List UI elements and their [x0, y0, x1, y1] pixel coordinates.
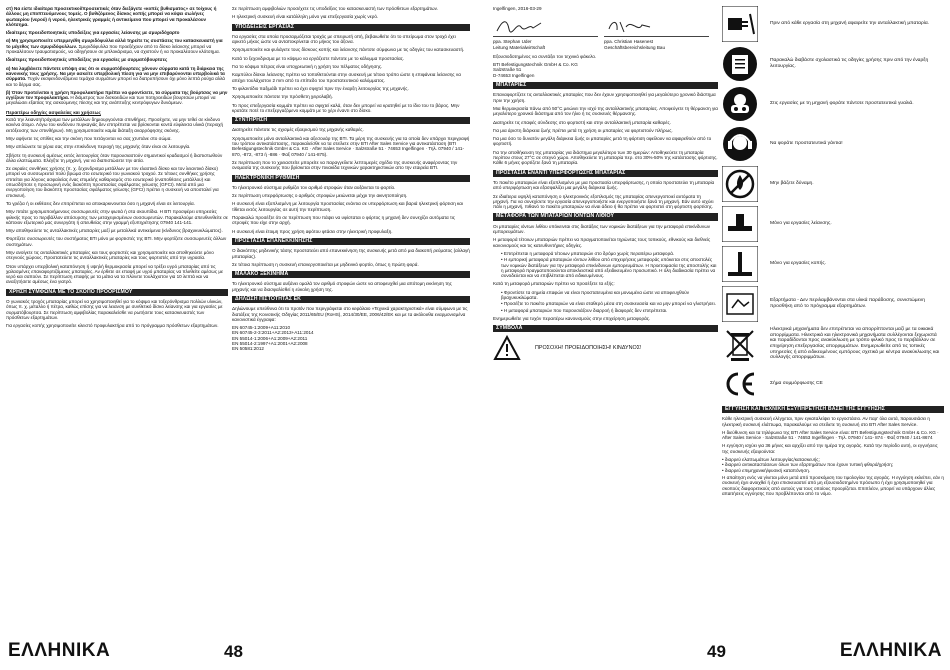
paragraph: β) Όταν προτείνεται η χρήση προφυλακτήρα πρέπει να φροντίσετε, τα σύρματα της βούρτσας να μην εγγίζουν τον προφυλακτήρα. Η διάμετρος των δισκοειδών και των ποτηροειδών βουρτσών μπορεί να μεγαλώσει εξαιτίας της ασκούμενης πίεσης και της ανάπτυξης κεντρόφυγων δυνάμεων. [6, 89, 228, 106]
paragraph: Χρησιμοποιείτε μόνο ανταλλακτικά και αξεσουάρ της BTI. Τα μέρη της συσκευής για τα οποία δεν υπάρχει περιγραφή του τρόπου αντικατάστασης, παρακαλείσθε να τα στείλετε στην BTI After Sales Service για αντικατάσταση (BTI Befestigungstechnik GmbH & Co. KG · After Sales Service · Salzstraße 51 · 74653 Ingelfingen · Τηλ. 07940 / 141-870, -872, -873 ή -886 · Φαξ 07940 / 141-875). [232, 135, 470, 157]
paragraph: Για μια όσο το δυνατόν μεγάλη διάρκεια ζωής οι μπαταρίες μετά τη φόρτιση οφείλουν να αφαιρεθούν από το φορτιστή. [493, 136, 712, 147]
signature-block [604, 14, 709, 50]
standard-item: EN 60745-2-3:2011+A2:2013+A11:2014 [232, 330, 314, 336]
page-language-title: ΕΛΛΗΝΙΚΑ [8, 640, 111, 661]
paragraph: Διατηρείτε τις επαφές σύνδεσης στο φορτιστή και στην ανταλλακτική μπαταρία καθαρές. [493, 119, 671, 125]
standard-item: EN 55014-1:2006+A1:2009+A2:2011 [232, 335, 308, 341]
paragraph: Καμπύλοι δίσκοι λείανσης πρέπει να τοποθετούνται στην συσκευή με τέτοιο τρόπο ώστε η επιφάνεια λείανσης να απέχει τουλάχιστον 2 mm από το επίπεδο του προστατευτικού καλύμματος. [232, 72, 461, 83]
symbol-row [722, 86, 944, 122]
page-number: 48 [224, 642, 243, 661]
paragraph: Για το κόψιμο πέτρας είναι υποχρεωτική η χρήση του πέλματος οδήγησης. [232, 64, 383, 70]
symbol-text: Μην βάζετε δύναμη. [770, 181, 814, 187]
paragraph: Μην αποθηκεύετε τις ανταλλακτικές μπαταρίες μαζί με μεταλλικά αντικείμενα (κίνδυνος βραχυκυκλώματος). [6, 228, 223, 234]
paragraph: Η απαίτηση ενός να γίνεται μόνο μετά από προσκόμιση του τιμολογίου της αγοράς. Η εγγύηση εκλείπει, εάν η συσκευή έχει ανοιχθεί ή έχει επισκευαστεί από μη εξουσιοδοτημένο πρόσωπο ή έχει χρησιμοποιηθεί για σκοπούς διαφορετικούς από αυτούς για τους οποίους προορίζεται. Επιπλέον, μπορεί να υπάρχουν άλλες απαιτήσεις εγγύησης που προβλέπονται από το νόμο. [722, 474, 944, 496]
section-bar: ΠΡΟΣΤΑΣΙΑ ΕΠΑΝΕΚΚΙΝΗΣΗΣ [232, 238, 470, 245]
section-bar: ΠΡΟΣΤΑΣΙΑ ΕΝΑΝΤΙ ΥΠΕΡΦΟΡΤΩΣΗΣ ΜΠΑΤΑΡΙΑΣ [493, 170, 718, 177]
paragraph: Το φιλαντίδιο παξιμάδι πρέπει να έχει σφιχτεί πριν την έναρξη λειτουργίας της μηχανής. [232, 85, 409, 91]
address [493, 62, 718, 78]
list-item: • Φροντίστε τα σημεία επαφών να είναι προστατευμένα και μονωμένα ώστε να αποφευχθούν βραχυκυκλώματα. [501, 289, 690, 300]
manual-read-icon [722, 46, 758, 82]
bullet-list [493, 251, 718, 278]
section-bar: ΜΑΛΑΚΟ ΞΕΚΙΝΗΜΑ [232, 271, 470, 278]
signature-image [493, 14, 598, 37]
paragraph: Ενημερωθείτε για τυχόν περαιτέρω κανονισμούς στην επιχείρηση μεταφοράς. [493, 315, 651, 321]
paragraph: Χρησιμοποιείτε και φυλάγετε τους δίσκους κοπής και λείανσης πάντοτε σύμφωνα με τις οδηγίες του κατασκευαστή. [232, 47, 465, 53]
paragraph: Σε περίπτωση που το χρειαστείτε μπορείτε να παραγγείλετε λεπτομερές σχέδιο της συσκευής αναφέροντας την ονομασία της συσκευής που βρίσκεται στην πινακίδα τεχνικών χαρακτηριστικών απο την εταιρεία BTI. [232, 159, 458, 171]
paragraph: Όταν υπάρχει υπερβολική καταπόνηση ή υψηλή θερμοκρασία μπορεί να τρέξει υγρό μπαταρίας από τις χαλασμένες επαναφορτιζόμενες μπαταρίες. Αν έρθετε σε επαφή με υγρό μπαταρίας να πλυθείτε αμέσως με νερό και σαπούνι. Σε περίπτωση επαφής με τα μάτια να τα πλύνετε τουλάχιστον για 10 λεπτά και να αναζητήσετε αμέσως ένα γιατρό. [6, 263, 224, 285]
column-2 [232, 6, 470, 634]
paragraph: Μην απλώνετε τα χέρια σας στην επικίνδυνη περιοχή της μηχανής όταν είναι σε λειτουργία. [6, 144, 191, 150]
signature-row [493, 14, 718, 50]
paragraph: Η συσκευή είναι εξοπλισμένη με λειτουργία προστασίας ενάντια σε υπερφόρτωση και βαριά ηλεκτρική φόρτιση και τίθεται εκτός λειτουργίας σε αυτή την περίπτωση. [232, 201, 463, 212]
section-bar: ΜΠΑΤΑΡΙΕΣ [493, 82, 718, 89]
section-bar: ΜΕΤΑΦΟΡΑ ΤΩΝ ΜΠΑΤΑΡΙΩΝ ΙΟΝΤΩΝ ΛΙΘΙΟΥ [493, 213, 718, 220]
signer-name: ppa. Christian Hasenest [604, 39, 654, 45]
bin-crossed-icon [722, 326, 758, 362]
paragraph: Ο διακόπτης μηδενικής τάσης προστατεύει από επανεκκίνηση της συσκευής μετά από μια διακοπή ρεύματος (αλλαγή μπαταρίας). [232, 248, 470, 259]
paragraph: Η εγγύηση ισχύει για 36 μήνες και αρχίζει από την ημέρα της αγοράς. Κατά την περίοδο αυτή, οι εγγυήσεις της συσκευής εξαιρούνται: [722, 443, 938, 454]
symbol-text: Εξαρτήματα - Δεν περιλαμβάνονται στα υλικά παράδοσης, συνιστώμενη προσθήκη από το πρόγραμμα εξαρτημάτων. [770, 298, 925, 309]
symbol-text: Μόνο για εργασίες κοπής. [770, 261, 827, 267]
symbol-row [722, 126, 944, 162]
standard-item: EN 60745-1:2009+A11:2010 [232, 325, 291, 331]
symbol-text: Ηλεκτρικά μηχανήματα δεν επιτρέπεται να απορρίπτονται μαζί με τα οικιακά απορρίμματα. Ηλεκτρικά και ηλεκτρονικά μηχανήματα συλλέγονται ξεχωριστά και παραδίδονται προς ανακύκλωση με τρόπο φιλικό προς το περιβάλλον σε επιχείρηση επεξεργασίας απορριμμάτων. Ενημερωθείτε από τις τοπικές υπηρεσίες ή από ειδικευμένους εμπόρους σχετικά με κέντρα ανακύκλωσης και συλλογής απορριμμάτων. [770, 327, 940, 361]
signer-title: Leitung Materialwirtschaft [493, 44, 546, 50]
signature-image [604, 14, 709, 37]
paragraph: Σβήστε τη συσκευή αμέσως εκτός λειτουργίας όταν παρουσιαστούν σημαντικοί κραδασμοί ή διαπιστωθούν άλλα ελαττώματα. Ελέγξτε τη μηχανή, για να διαπιστώσετε την αιτία. [6, 152, 223, 163]
paragraph: Φορτίζετε συσσωρευτές του συστήματος BTI μόνο με φορτιστές της BTI. Μην φορτίζετε συσσωρευτές άλλων συστημάτων. [6, 236, 227, 247]
paragraph: Κατά την λειανση/τρόχισμα των μετάλλων δημιουργούνται σπινθήρες. Προσέχετε, να μην τεθεί σε κίνδυνο κανένα άτομο. Λόγω του κινδύνου πυρκαγιάς δεν επιτρέπεται να βρίσκονται κοντά εύφλεκτα υλικά (περιοχή εκτόξευσης των σπινθήρων). Μη χρησιμοποιείτε καμία διάταξη αναρρόφησης σκόνης. [6, 117, 224, 133]
symbol-row [722, 6, 944, 42]
no-water-icon [722, 166, 758, 202]
paragraph: Κατά τη μεταφορά μπαταριών πρέπει να προσέξετε τα εξής: [493, 281, 615, 287]
accessory-icon [722, 286, 758, 322]
ear-protection-icon [722, 126, 758, 162]
paragraph: Κάθε ηλεκτρική συσκευή ελέγχεται, πριν εγκαταλείψει το εργοστάσιο. Αν παρ' όλα αυτά, παρουσιάσει η ηλεκτρική συσκευή ελάττωμα, παρακαλούμε να στείλετε τη συσκευή στο BTI After Sales Service. [722, 416, 930, 427]
symbol-row [722, 206, 944, 242]
symbol-row [722, 46, 944, 82]
standard-item: EN 55014-2:1997+A1:2001+A2:2008 [232, 341, 308, 347]
paragraph: Το προς επεξεργασία κομμάτι πρέπει να σφιχτεί καλά, όταν δεν μπορεί να κρατηθεί με το ίδιο του το βάρος. Μην κρατάτε ποτέ το επεξεργαζόμενο κομμάτι με το χέρι έναντι στο δίσκο. [232, 102, 460, 113]
paragraph: στ) Να είστε ιδιαίτερα προσεκτικοί/προσεκτικές όταν διεξάγετε «κοπές βυθισματος» σε τοίχους ή άλλους μη εποπτευόμενους τομείς. Ο βυθιζόμενος δίσκος κοπής μπορεί να κόψει σωλήνες φωταερίου (νερού) ή νερού, ηλεκτρικές γραμμές ή αντικείμενα που μπορεί να προκαλέσουν κλότσημα. [6, 6, 217, 27]
symbol-text: Πριν από κάθε εργασία στη μηχανή αφαιρείτε την ανταλλακτική μπαταρία. [770, 21, 930, 27]
symbol-row [722, 166, 944, 202]
list-item: • Προσέξτε το πακέτο μπαταριών να είναι σταθερό μέσα στη συσκευασία και να μην μπορεί να γλιστρήσει. [501, 301, 716, 307]
symbol-row [722, 286, 944, 322]
column-3 [493, 6, 718, 634]
symbol-text: Σήμα συμμόρφωσης CE [770, 381, 823, 387]
address-line: D-74653 Ingelfingen [493, 72, 535, 78]
paragraph: Σε περίπτωση υπερφόρτωσης ο αριθμός στροφών μειώνεται μέχρι την ακινητοποίηση. [232, 193, 408, 199]
section-bar: ΣΥΜΒΟΛΑ [493, 325, 718, 332]
section-bar: ΕΓΓΥΗΣΗ ΚΑΙ ΤΕΧΝΙΚΗ ΕΞΥΠΗΡΕΤΗΣΗ ΒΑΣΕΙ ΤΗΣ ΕΓΓΥΗΣΗΣ [722, 406, 944, 413]
list-item: • διαρρεύ ελαττωμάτων λειτουργίας/κατασκευής; [722, 457, 820, 463]
paragraph: Η μεταφορά τέτοιων μπαταριών πρέπει να πραγματοποιείται τηρώντας τους τοπικούς, εθνικούς και διεθνείς κανονισμούς και τις κατευθυντήριες οδηγίες. [493, 237, 711, 248]
address-line: Salzstraße 51 [493, 67, 522, 73]
standard-item: EN 50581:2012 [232, 346, 264, 352]
symbol-row [722, 246, 944, 282]
paragraph: Κατά το ξεχονδρισμα με το κόψιμο να εργάζεστε πάντοτε με το κάλυμμα προστασίας. [232, 55, 405, 61]
paragraph: Για μια άριστη διάρκεια ζωής πρέπει μετά τη χρήση οι μπαταρίες να φορτιστούν πλήρως. [493, 127, 673, 133]
paragraph: Το ηλεκτρονικό σύστημα αυξάνει ομαλά τον αριθμό στροφών ώστε να αποφευχθεί μια απότομη εκκίνηση της μηχανής και να διασφαλίσθεί η εύκολη χρήση της. [232, 281, 452, 292]
symbol-row [722, 366, 944, 402]
symbol-text: Να φοράτε προστατευτικά γάντια! [770, 141, 843, 147]
paragraph: Σε περίπτωση αμφιβολιών προσέχετε τις υποδείξεις του κατασκευαστή των πρόσθετων εξαρτημάτων. [232, 6, 439, 11]
list-item: • Η μεταφορά μπαταριών που παρουσιάζουν διαρροή ή διαφορές δεν επιτρέπεται. [501, 307, 668, 313]
symbol-row [722, 326, 944, 362]
paragraph: Για εργασίες στα οποία προσαρμόζεται τροχός με σπειρωτή οπή, βεβαιωθείτε ότι το σπείρωμα στον τροχό έχει αρκετό μήκος ώστε να ανταποκρίνεται στο μήκος του άξονα. [232, 33, 456, 45]
paragraph: Η συσκευή είναι έτοιμη προς χρήση αφότου φτάσει στην ηλεκτρική προφυλαξη. [232, 228, 393, 234]
paragraph: Ο γωνιακός τροχός μπαταρίας μπορεί να χρησιμοποιηθεί για το κόψιμο και τοξερόνθρισμα πολλών υλικών, όπως π. χ. μέταλλο ή πέτρα, καθώς επίσης για να λειανση με συνθετικό δίσκο λείανσης και για εργασίες με συρματόβουρτσα. Σε περίπτωση αμφιβολίας παρακαλείσθε να ρωτήσετε τους κατασκευαστές των πρόσθετων εξαρτημάτων. [6, 299, 223, 320]
paragraph: α) Να λαμβάνετε πάντοτε υπόψη σας ότι οι συρματόβουρτσες χάνουν σύρματα κατά τη διάρκεια της κανονικής τους χρήσης. Να μην ασκείτε υπερβολική πίεση για να μην επιβαρύνονται υπερβολικά τα σύρματα. Τυχόν εκσφενδονιζόμενα τεμάχια συρμάτων μπορεί να διατρυπήσουν όχι μόνο λεπτά ρούχα αλλά και το δέρμα σας. [6, 65, 225, 87]
paragraph: Η διεύθυνση και τα τηλέφωνα της BTI After Sales Service είναι: BTI Befestigungstechnik GmbH & Co. KG · After Sales Service · Salzstraße 51 · 74653 Ingelfingen · Τηλ. 07940 / 141- 874 · Φαξ 07940 / 141-8674 [722, 429, 939, 441]
plug-remove-icon [722, 6, 758, 42]
goggles-icon [722, 86, 758, 122]
list-item: • Η εμπορική μεταφορά μπαταριών ιόντων λιθίου από επιχειρήσεις μεταφοράς υπόκειται στις αποστολές των νομικών διατάξεων για την μεταφορά επικίνδυνων εμπορευμάτων. Η προετοιμασία της αποστολής και η μεταφορά πραγματοποιούνται αποκλειστικά από εξειδικευμένο προσωπικό. Η όλη διαδικασία πρέπει να συνοδεύεται και να επιβλέπεται από ειδικευμένους. [501, 257, 717, 279]
list-item: • διαρρεύ αντικαταστάσεων όλων των εξαρτημάτων που έχουν τυπική φθορά/χρήση; [722, 462, 894, 468]
column-1 [6, 6, 228, 634]
section-bar: ΧΡΗΣΗ ΣΥΜΦΩΝΑ ΜΕ ΤΟ ΣΚΟΠΟ ΠΡΟΟΡΙΣΜΟΥ [6, 289, 228, 296]
address-line: BTI Befestigungstechnik GmbH & Co. KG [493, 62, 578, 68]
heading: Ιδιαίτερες προειδοποιητικές υποδείξεις για εργασίες με συρματόβουρτσες [6, 57, 168, 63]
signature-block [493, 14, 598, 50]
ce-mark-icon [722, 366, 758, 402]
symbol-text: Παρακαλώ διαβάστε σχολαστικά τις οδηγίες χρήσης πριν από την έναρξη λειτουργίας. [770, 58, 929, 69]
warning-symbol-row [493, 335, 718, 361]
list-item: • Επιτρέπεται η μεταφορά τέτοιων μπαταριών στο δρόμο χωρίς περαιτέρω μεταφορά. [501, 250, 675, 256]
grinding-icon [722, 206, 758, 242]
paragraph: Τα γρέζια ή οι εκθέσεις δεν επιτρέπεται να αποκαρκινονεται όσο η μηχανή είναι σε λειτουργία. [6, 200, 195, 206]
symbol-text: Μόνο για εργασίες λείανσης. [770, 221, 832, 227]
cutting-icon [722, 246, 758, 282]
paragraph: Για εργασίες κοπής χρησιμοποιείτε κλειστό προφυλακτήρα από το πρόγραμμα πρόσθετων εξαρτημάτων. [6, 323, 219, 329]
section-heading: Περαιτέρω οδηγίες ασφαλείας και χρήσεως [6, 109, 101, 115]
signer-name: ppa. Stephan Uder [493, 39, 532, 45]
paragraph: Μην αφήνετε τις σπίθες και την σκόνη που πετάγονται να σας χτυπάνε στο σώμα. [6, 135, 172, 141]
warning-triangle-icon [493, 335, 521, 361]
date-line: Ingelfingen, 2016-03-29 [493, 6, 542, 11]
paragraph: Σε τέτοια περίπτωση η συσκευή επανεργοποιείται με μηδενικό φορτίο, όπως η πρώτη φορά. [232, 261, 419, 267]
column-4 [722, 6, 944, 634]
paragraph: Σε ακραίες συνθήκες χρήσης (π. χ. ξεχονδρισμα μετάλλων με τον ελαστικό δίσκο και τον λειαντικό δίσκο) μπορεί να συσσωρευτεί πολύ βρώμα στο εσωτερικό του γωνιακού τροχού. Σε τέτοιες συνθήκες χρήσης επιτείται για λόγους ασφαλείας ένας επιμελής καθαρισμός στο εσωτερικό (εναποθέσεις μετάλλου) και οπωσδήποτε η προσωρινή ενός διακόπτη προστασίας σφάλματος γείωσης (GFCI). Μετά από μια ενεργοποίηση του διακόπτη προστασίας σφάλματος γείωσης (GFCI) πρέπει η συσκευή να αποσταλεί για επισκευή. [6, 166, 219, 198]
paragraph: Το ηλεκτρονικό σύστημα ρυθμίζει τον αριθμό στροφών όταν αυξάνεται το φορτίο. [232, 184, 396, 190]
section-bar: ΥΠΟΔΕΙΞΕΙΣ ΕΡΓΑΣΙΑΣ [232, 24, 470, 31]
bullet-list [493, 290, 718, 313]
paragraph: Χρησιμοποιείτε πάντοτε την πρόσθετη χειρολαβή. [232, 94, 333, 100]
page-number: 49 [707, 642, 726, 661]
paragraph: Μην πιτάτε χρησιμοποιήμενους συσσωρευτές στην φωτιά ή στα σκουπίδια. Η BTI προσφέρει υπηρεσίες φιλικής προς το περιβάλλον απόσυρσης των μεταχειρισμένων συσσωρευτών. Παρακαλούμε απευθυνθείτε σε κάποιον εξωτερικό μας συνεργάτη ή απευθείας στην γραμμή εξυπηρέτησης 07940 141-141. [6, 209, 228, 225]
symbol-text: Στις εργασίες με τη μηχανή φοράτε πάντοτε προστατευτικά γυαλιά. [770, 101, 914, 107]
section-bar: ΗΛΕΚΤΡΟΝΙΚΗ ΡΥΘΜΙΣΗ [232, 175, 470, 182]
paragraph: Το πακέτο μπαταριών είναι εξοπλισμένο με μια προστασία υπερφόρτωσης, η οποία προστατεύει τη μπαταρία από υπερφόρτωση και εξασφαλίζει μια μεγάλη διάρκεια ζωής. [493, 179, 715, 191]
section-bar: ΔΗΛΩΣΗ ΠΙΣΤΟΤΗΤΑΣ ΕΚ [232, 296, 470, 303]
warning-text: ΠΡΟΣΟΧΗ! ΠΡΟΕΙΔΟΠΟΙΗΣΗ! ΚΙΝΔΥΝΟΣ! [535, 344, 642, 351]
paragraph: Σε ιδιαίτερα υψηλή καταπόνηση ο ηλεκτρονικός εξοπλισμός της μπαταρίας απενεργοποιεί αυτόματα τη μηχανή. Για να συνεχίσετε την εργασία απενεργοποιήστε και ενεργοποιήστε ξανά τη μηχανή. Εάν αυτό ισχύει πάλι η μηχανή, πιθανό το πακέτο μπαταριών να είναι άδειο ή θα πρέπει να φορτιστεί στη φόρτιστη φορτίσης. [493, 193, 714, 210]
standards-list [232, 325, 470, 351]
paragraph: α) Μη χρησιμοποιείτε υπερμεγέθη σμυριδόφυλλα αλλά τηρείτε τις συστάσεις του κατασκευαστή για το μέγεθος των σμυριδόφυλλων. Σμυριδόφυλλα που προεξέχουν από το δίσκο λείανσης μπορεί να προκαλέσουν τραυματισμούς, να οδηγήσουν σε μπλοκάρισμα, να σχιστούν ή να προκαλέσουν κλότσημα. [6, 38, 223, 55]
paragraph: Για την αποθήκευση της μπαταρίας για διάστημα μεγαλύτερο των 30 ημερών: Αποθηκεύετε τη μπαταρία περίπου στους 27°C σε στεγνό χώρο. Αποθηκεύετε τη μπαταρία περ. στο 30%-50% της κατάστασης φόρτισης. Κάθε 6 μήνες φορτίζετε ξανά τη μπαταρία. [493, 149, 718, 166]
paragraph: Επαναφορτίζετε τις ανταλλακτικές μπαταρίες που δεν έχουν χρησιμοποιηθεί για μεγαλύτερο χρονικό διάστημα πριν την χρήση. [493, 92, 716, 103]
signer-title: Geschäftsbereichsleitung Bau [604, 44, 666, 50]
paragraph: Οι μπαταρίες ιόντων λιθίου υπόκεινται στις διατάξεις των νομικών διατάξεων για την μεταφορά επικίνδυνων εμπορευμάτων. [493, 223, 711, 235]
section-bar: ΣΥΝΤΗΡΗΣΗ [232, 117, 470, 124]
paragraph: Μην ανοίγετε τις ανταλλακτικές μπαταρίες και τους φορτιστές και χρησιμοποιείτε και αποθηκεύετε μόνο στεγνούς χώρους. Προστατεύετε τις ανταλλακτικές μπαταρίες και τους φορτιστές από την υγρασία. [6, 249, 214, 261]
paragraph: Εξουσιοδοτημένος να συντάξει τον τεχνικό φάκελο. [493, 53, 597, 59]
paragraph: Η ηλεκτρική συσκευή είναι κατάλληλη μόνο για επεξεργασία χωρίς νερό. [232, 14, 379, 20]
page-language-title: ΕΛΛΗΝΙΚΑ [839, 640, 942, 661]
paragraph: Δηλώνουμε υπεύθυνα ότι το προϊόν που περιγράφεται στο κεφάλαιο «Τεχνικά χαρακτηριστικά» είναι σύμφωνο με τις διατάξεις της Κοινοτικής Οδηγίας 2011/65/EU (RoHS), 2014/30/EE, 2006/42/ΕΚ και με τα ακόλουθα εναρμονισμένα κανονιστικά έγγραφα: [232, 306, 468, 322]
paragraph: Διατηρείτε πάντοτε τις σχισμές εξαερισμού της μηχανής καθαρές. [232, 127, 364, 133]
heading: Ιδιαίτερες προειδοποιητικές υποδείξεις για εργασίες λείανσης με σμυριδόχαρτο [6, 30, 180, 36]
paragraph: Μια θερμοκρασία πάνω από 50°C μειώνει την ισχύ της ανταλλακτικής μπαταρίας. Αποφεύγετε τη θέρμανση για μεγαλύτερο χρονικό διάστημα από τον ήλιο ή τις συσκευές θέρμανσης. [493, 105, 718, 117]
paragraph: Παρακαλώ προσέξτε ότι σε περίπτωση που πάψει να υφίσταται ο φόρτος η μηχανή δεν συνεχίζει αυτόματα τις στροφές που είχε στην αρχή. [232, 215, 455, 226]
list-item: • διαρρεύ επιμηχανική/φυσική καταπόνηση. [722, 467, 811, 473]
